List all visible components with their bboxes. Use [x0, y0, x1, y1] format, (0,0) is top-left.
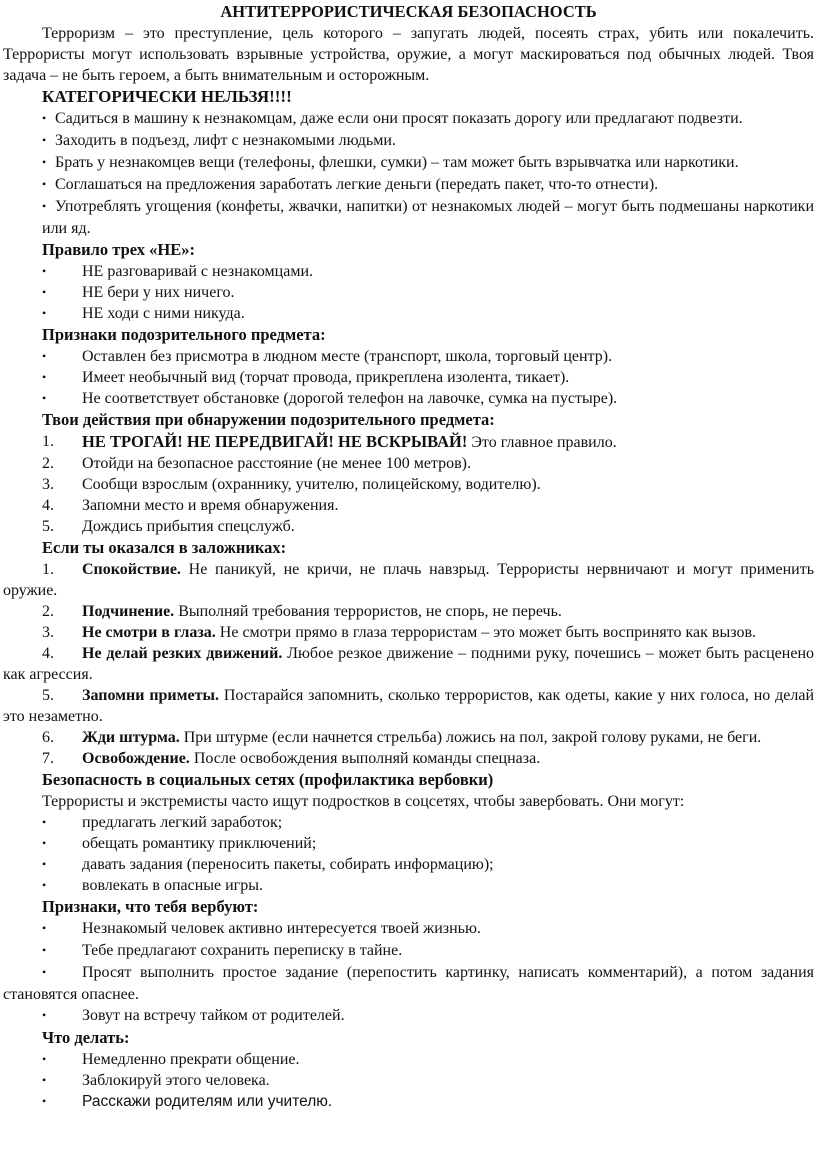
actions-heading: Твои действия при обнаружении подозрительного предмета: — [42, 410, 495, 429]
list-item: • Садиться в машину к незнакомцам, даже если они просят показать дорогу или предлагают подвезти. — [42, 110, 743, 127]
list-item: • НЕ разговаривай с незнакомцами. — [42, 263, 314, 280]
bullet-icon: • — [42, 1094, 47, 1108]
list-item: 4. Запомни место и время обнаружения. — [42, 497, 339, 514]
bullet-icon: • — [42, 155, 47, 169]
bullet-icon: • — [42, 878, 47, 892]
intro-paragraph: Терроризм – это преступление, цель которого – запугать людей, посеять страх, убить или покалечить. Террористы могут использовать взрывные устройства, оружие, а могут маскироваться под обычных людей. Твоя задача – не быть героем, а быть внимательным и осторожным. — [3, 25, 814, 84]
list-item: • НЕ бери у них ничего. — [42, 284, 235, 301]
bullet-icon: • — [42, 285, 47, 299]
three-no-heading: Правило трех «НЕ»: — [42, 240, 195, 259]
list-item: • Просят выполнить простое задание (перепостить картинку, написать комментарий), а потом задания становятся опаснее. — [3, 964, 814, 1003]
forbidden-list — [3, 108, 814, 239]
bullet-icon: • — [42, 306, 47, 320]
recruit-signs-list — [3, 918, 814, 1027]
list-item: • вовлекать в опасные игры. — [42, 877, 263, 894]
bullet-icon: • — [42, 943, 47, 957]
list-item: 3. Сообщи взрослым (охраннику, учителю, полицейскому, водителю). — [42, 476, 541, 493]
list-item: • Употреблять угощения (конфеты, жвачки, напитки) от незнакомых людей – могут быть подмешаны наркотики или яд. — [42, 198, 814, 237]
bullet-icon: • — [42, 370, 47, 384]
list-item: • предлагать легкий заработок; — [42, 814, 283, 831]
list-item: 5. Дождись прибытия спецслужб. — [42, 518, 295, 535]
list-item: • Оставлен без присмотра в людном месте (транспорт, школа, торговый центр). — [42, 348, 613, 365]
list-item: 7. Освобождение. После освобождения выполняй команды спецназа. — [42, 750, 541, 767]
bullet-icon: • — [42, 1052, 47, 1066]
list-item: • Тебе предлагают сохранить переписку в тайне. — [42, 942, 403, 959]
what-to-do-heading: Что делать: — [42, 1028, 130, 1047]
social-heading: Безопасность в социальных сетях (профилактика вербовки) — [42, 770, 494, 789]
list-item: • Не соответствует обстановке (дорогой телефон на лавочке, сумка на пустыре). — [42, 390, 618, 407]
list-item: • давать задания (переносить пакеты, собирать информацию); — [42, 856, 494, 873]
page-title: АНТИТЕРРОРИСТИЧЕСКАЯ БЕЗОПАСНОСТЬ — [220, 2, 597, 21]
list-item: 2. Подчинение. Выполняй требования террористов, не спорь, не перечь. — [42, 603, 562, 620]
social-intro: Террористы и экстремисты часто ищут подростков в соцсетях, чтобы завербовать. Они могут: — [42, 793, 685, 810]
social-list — [3, 812, 814, 896]
bullet-icon: • — [42, 199, 47, 213]
list-item: • Соглашаться на предложения заработать легкие деньги (передать пакет, что-то отнести). — [42, 176, 659, 193]
list-item: 1. НЕ ТРОГАЙ! НЕ ПЕРЕДВИГАЙ! НЕ ВСКРЫВАЙ! Это главное правило. — [42, 432, 617, 451]
list-item: • Имеет необычный вид (торчат провода, прикреплена изолента, тикает). — [42, 369, 570, 386]
list-item: 1. Спокойствие. Не паникуй, не кричи, не плачь навзрыд. Террористы нервничают и могут применить оружие. — [3, 561, 814, 599]
hostage-list — [3, 559, 814, 769]
bullet-icon: • — [42, 391, 47, 405]
list-item: 2. Отойди на безопасное расстояние (не менее 100 метров). — [42, 455, 471, 472]
list-item: • Заблокируй этого человека. — [42, 1072, 270, 1089]
bullet-icon: • — [42, 133, 47, 147]
list-item: • НЕ ходи с ними никуда. — [42, 305, 245, 322]
recruit-signs-heading: Признаки, что тебя вербуют: — [42, 897, 259, 916]
bullet-icon: • — [42, 1008, 47, 1022]
hostage-heading: Если ты оказался в заложниках: — [42, 538, 287, 557]
list-item: • Заходить в подъезд, лифт с незнакомыми людьми. — [42, 132, 396, 149]
three-no-list — [3, 261, 814, 324]
bullet-icon: • — [42, 836, 47, 850]
actions-list — [3, 431, 814, 537]
list-item: 5. Запомни приметы. Постарайся запомнить, сколько террористов, как одеты, какие у них голоса, но делай это незаметно. — [3, 687, 815, 725]
bullet-icon: • — [42, 1073, 47, 1087]
list-item: 6. Жди штурма. При штурме (если начнется стрельба) ложись на пол, закрой голову руками, не беги. — [42, 729, 762, 746]
bullet-icon: • — [42, 264, 47, 278]
bullet-icon: • — [42, 349, 47, 363]
list-item: • Брать у незнакомцев вещи (телефоны, флешки, сумки) – там может быть взрывчатка или наркотики. — [42, 154, 739, 171]
bullet-icon: • — [42, 921, 47, 935]
suspicious-signs-list — [3, 346, 814, 409]
list-item: 4. Не делай резких движений. Любое резкое движение – подними руку, почешись – может быть расценено как агрессия. — [3, 645, 815, 683]
suspicious-signs-heading: Признаки подозрительного предмета: — [42, 325, 326, 344]
list-item: • обещать романтику приключений; — [42, 835, 317, 852]
bullet-icon: • — [42, 965, 47, 979]
list-item: • Незнакомый человек активно интересуется твоей жизнью. — [42, 920, 481, 937]
list-item: 3. Не смотри в глаза. Не смотри прямо в глаза террористам – это может быть воспринято как вызов. — [42, 624, 757, 641]
what-to-do-list — [3, 1049, 814, 1112]
bullet-icon: • — [42, 111, 47, 125]
bullet-icon: • — [42, 815, 47, 829]
list-item: • Немедленно прекрати общение. — [42, 1051, 300, 1068]
list-item: • Расскажи родителям или учителю. — [42, 1093, 333, 1110]
list-item: • Зовут на встречу тайком от родителей. — [42, 1007, 345, 1024]
bullet-icon: • — [42, 177, 47, 191]
bullet-icon: • — [42, 857, 47, 871]
forbidden-heading: КАТЕГОРИЧЕСКИ НЕЛЬЗЯ!!!! — [42, 87, 292, 106]
